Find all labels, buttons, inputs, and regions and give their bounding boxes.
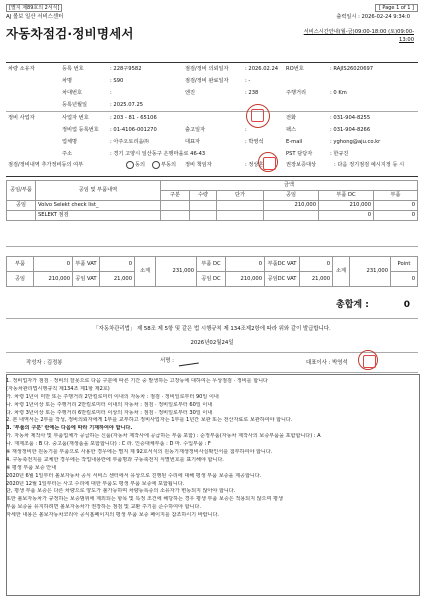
pst-value: : 한규진	[330, 151, 349, 157]
garage-reg-value: : 01-4106-001270	[110, 127, 157, 133]
grand-total-value: 0	[403, 300, 410, 310]
consent-agree-label: 동의	[135, 162, 146, 168]
divider	[6, 246, 418, 247]
fax-label: 팩스	[286, 127, 297, 133]
dc-subtotal-label: 소계	[333, 257, 350, 287]
table-row	[7, 211, 418, 221]
staff-seal-icon	[258, 152, 278, 172]
print-date: 출력일시 : 2026-02-24 9:34:0	[336, 14, 410, 20]
note-line: 가. 자동차 제작사 및 부품업체가 공급하는 신품(자동차 제작사에 공급하는 부품 포함) : 순정부품(자동차 제작사의 보증부품을 포함합니다) : A	[6, 433, 321, 440]
header-price: 단가	[217, 191, 264, 201]
odometer-value: : 0 Km	[330, 90, 347, 96]
parts-dc-vat-label: 부품DC VAT	[265, 257, 300, 272]
ceo-seal-icon	[358, 350, 378, 370]
divider	[6, 62, 418, 63]
divider	[6, 372, 418, 373]
vin-value: :	[110, 90, 112, 96]
rep-value: : 박영석	[245, 139, 264, 145]
header-type: 공임/부품	[7, 181, 36, 201]
row-price	[217, 201, 264, 211]
labor-dc-vat-label: 공임DC VAT	[265, 272, 300, 287]
labor-value: 210,000	[34, 272, 73, 287]
reg-no-value: : 228구9582	[110, 66, 142, 72]
company-type-value: : 아주오토리움㈜	[110, 139, 149, 145]
row-labor	[264, 211, 319, 221]
address-label: 주소	[62, 151, 73, 157]
guarantee-value: : 다음 정기점검 예시지정 등 시	[334, 162, 405, 168]
note-line: 또한 볼보자동차가 규정하는 보증범위에 제외되는 항목 및 특정 조건에 해당하는 경우 평생 부품 보증은 적용되지 않으며 평생	[6, 496, 283, 503]
notes	[6, 378, 418, 520]
note-line: 1. 정비업자가 점검 · 정비의 잘못으로 다음 구분에 따른 기간 중 발생하는 고장등에 대하여는 무상점검 · 정비를 합니다	[6, 378, 268, 384]
row-price	[217, 211, 264, 221]
parts-vat-label: 부품 VAT	[73, 257, 100, 272]
engine-value: : 238	[245, 90, 259, 96]
phone-label: 전화	[286, 115, 297, 121]
email-value[interactable]: : yghong@aju.co.kr	[330, 139, 381, 145]
labor-vat-value: 21,000	[100, 272, 135, 287]
parts-dc-value: 0	[226, 257, 265, 272]
row-type: 공임	[7, 201, 36, 211]
row-labor: 210,000	[264, 201, 319, 211]
note-line: 가. 차령 1년이 미만 또는 주행거리 2만킬로미터 이내의 자동차 : 점검 · 정비일로부터 90일 이내	[6, 393, 219, 400]
release-date-label: 출고일자	[185, 127, 206, 133]
row-parts: 0	[374, 201, 418, 211]
business-section-label: 정비 사업자	[8, 115, 35, 121]
parts-value: 0	[34, 257, 73, 272]
finish-date-value: : -	[245, 78, 251, 84]
consent-label: 점검/정비내역 추가정비등의 여부	[8, 162, 84, 168]
note-line: 나. 재제조품 : B 다. 중고품(재생품을 포함합니다) : C 라. 인증대체부품 : D 마. 수입부품 : F	[6, 441, 211, 448]
row-desc: SELEKT 점검	[36, 211, 161, 221]
note-line: 3. '부품의 구분' 란에는 다음에 따라 기재하여야 합니다.	[6, 425, 133, 432]
row-parts: 0	[374, 211, 418, 221]
note-line: 4. 구동축전지를 교체한 경우에는 작업내용란에 부품명과 구동축전지 식별번호를 표기해야 합니다.	[6, 456, 224, 463]
parts-vat-value: 0	[100, 257, 135, 272]
divider	[6, 176, 418, 177]
row-gubun	[161, 211, 190, 221]
staff-label: 정비 책임자	[185, 162, 212, 168]
divider	[6, 352, 418, 353]
engine-label: 엔진	[185, 90, 196, 96]
items-table	[6, 180, 418, 221]
note-line: 부품 보증을 유지하려면 볼보자동차가 권장하는 점검 및 교환 주기를 준수하여야 합니다.	[6, 504, 201, 511]
parts-dc-label: 부품 DC	[197, 257, 226, 272]
header-gubun: 구분	[161, 191, 190, 201]
row-type	[7, 211, 36, 221]
release-date-value: :	[245, 127, 247, 133]
guarantee-label: 권장보증대상	[286, 162, 317, 168]
company-seal-icon	[246, 104, 270, 128]
labor-dc-vat-value: 21,000	[300, 272, 333, 287]
labor-dc-value: 210,000	[226, 272, 265, 287]
parts-dc-vat-value: 0	[300, 257, 333, 272]
parts-label: 부품	[7, 257, 34, 272]
model-value: : S90	[110, 78, 124, 84]
legal-statement: 「자동차관리법」 제 58조 제 5항 및 같은 법 시행규칙 제 134조제2항에 따라 위와 같이 발급합니다.	[93, 326, 331, 332]
address-value: : 경기 고양시 일산동구 은행마을로 46-43	[110, 151, 206, 157]
subtotal-value: 231,000	[156, 257, 197, 287]
note-line: ※ 평생 부품 보증 안내	[6, 464, 57, 471]
point-label: Point	[391, 257, 418, 272]
ro-value: : RAJIS26020697	[330, 66, 374, 72]
biz-no-value: : 203 - 81 - 65106	[110, 115, 157, 121]
garage-reg-label: 정비업 등록번호	[62, 127, 99, 133]
subtotal-label: 소계	[135, 257, 156, 287]
table-row	[7, 201, 418, 211]
row-gubun	[161, 201, 190, 211]
point-value: 0	[391, 272, 418, 287]
vin-label: 차대번호	[62, 90, 83, 96]
note-line: 2020년 12월 1일부터는 사고 수리에 대한 부품도 평생 부품 보증에 포함됩니다.	[6, 480, 185, 487]
note-line: 자세한 내용은 볼보자동차코리아 공식홈페이지의 평생 부품 보증 페이지를 참조하시기 바랍니다.	[6, 512, 220, 519]
signature-label: 서명 :	[160, 358, 174, 364]
maint-date-value: : 2026.02.24	[245, 66, 279, 72]
rep-label: 대표자	[185, 139, 201, 145]
dc-subtotal-value: 231,000	[350, 257, 391, 287]
labor-label: 공임	[7, 272, 34, 287]
ro-label: RO번호	[286, 66, 304, 72]
note-line: 단, 평생 부품 보증은 다른 차량으로 양도가 불가능하며 차량등록증의 소유자가 변동되지 않아야 합니다.	[6, 488, 236, 495]
row-dc: 0	[319, 211, 374, 221]
company-type-label: 업체명	[62, 139, 78, 145]
page-title: 자동차점검·정비명세서	[6, 26, 134, 41]
divider	[6, 318, 418, 319]
page-number: [ Page 1 of 1 ]	[375, 4, 418, 12]
header-dc: 부품 DC	[319, 191, 374, 201]
signature-stroke-icon	[177, 351, 199, 367]
header-amount: 금액	[161, 181, 418, 191]
divider	[6, 111, 418, 112]
consent-disagree-label: 부동의	[161, 162, 177, 168]
grand-total-label: 총합계 :	[336, 300, 369, 310]
maint-date-label: 점검/정비 의뢰일자	[185, 66, 229, 72]
model-label: 차명	[62, 78, 73, 84]
pst-label: PST 담당자	[286, 151, 313, 157]
fax-value: : 031-904-8266	[330, 127, 371, 133]
service-hours-link[interactable]: 서비스시간안내(월-금)09:00-18:00 (토)09:00-13:00	[303, 29, 414, 43]
consent-disagree-radio[interactable]	[152, 161, 160, 169]
row-qty	[190, 211, 217, 221]
writer: 작성자 : 김정봉	[26, 360, 63, 366]
finish-date-label: 점검/정비 완료일자	[185, 78, 229, 84]
ceo-name: 대표이사 : 박영석	[306, 360, 348, 366]
company-name: AJ 볼보 일산 서비스센터	[6, 14, 64, 20]
phone-value: : 031-904-8255	[330, 115, 371, 121]
note-line: ※ 재생정비한 원동기를 부품으로 사용한 경우에는 별지 제 92호서식의 원동기재생정비사실확인서를 첨부하여야 합니다.	[6, 449, 273, 456]
header-qty: 수량	[190, 191, 217, 201]
labor-vat-label: 공임 VAT	[73, 272, 100, 287]
reg-date-label: 등록년월일	[62, 102, 88, 108]
consent-agree-radio[interactable]	[126, 161, 134, 169]
note-line: 2020년 6월 1일부터 볼보자동차 공식 서비스 센터에서 유상으로 진행된 수리에 대해 평생 부품 보증을 제공합니다.	[6, 472, 262, 479]
note-line: 다. 차령 3년이상 또는 주행거리 6만킬로미터 이상의 자동차 : 점검 · 정비일로부터 30일 이내	[6, 409, 213, 416]
staff-value: : 정상훈	[245, 162, 264, 168]
email-label: E-mail	[286, 139, 303, 145]
header-parts: 부품	[374, 191, 418, 201]
row-qty	[190, 201, 217, 211]
header-labor: 공임	[264, 191, 319, 201]
reg-no-label: 등록 번호	[62, 66, 84, 72]
labor-dc-label: 공임 DC	[197, 272, 226, 287]
totals-table	[6, 256, 418, 287]
note-line: 2. 본 내역서는 2부를 작성, 정비의뢰자에게 1부를 교부하고 정비사업자는 1부를 1년간 보관 또는 전산자료로 보관하여야 합니다.	[6, 417, 293, 424]
totals-row-parts	[7, 257, 418, 272]
header-desc: 공임 및 부품내역	[36, 181, 161, 201]
reg-date-value: : 2025.07.25	[110, 102, 144, 108]
row-dc: 210,000	[319, 201, 374, 211]
owner-section-label: 차량 소유자	[8, 66, 35, 72]
biz-no-label: 사업자 번호	[62, 115, 89, 121]
row-desc: Volvo Selekt check list_	[36, 201, 161, 211]
note-line: 나. 차령 1년이상 또는 주행거리 2만킬로미터 이내의 자동차 : 점검 · 정비일로부터 60일 이내	[6, 401, 213, 408]
form-tag: [별지 제89호의 2서식]	[6, 4, 62, 12]
odometer-label: 주행거리	[286, 90, 307, 96]
issue-date: 2026년02월24일	[190, 340, 234, 346]
table-header-row	[7, 181, 418, 191]
note-line: (자동차관리법시행규칙 제134조 제1항 제2호)	[6, 385, 110, 392]
